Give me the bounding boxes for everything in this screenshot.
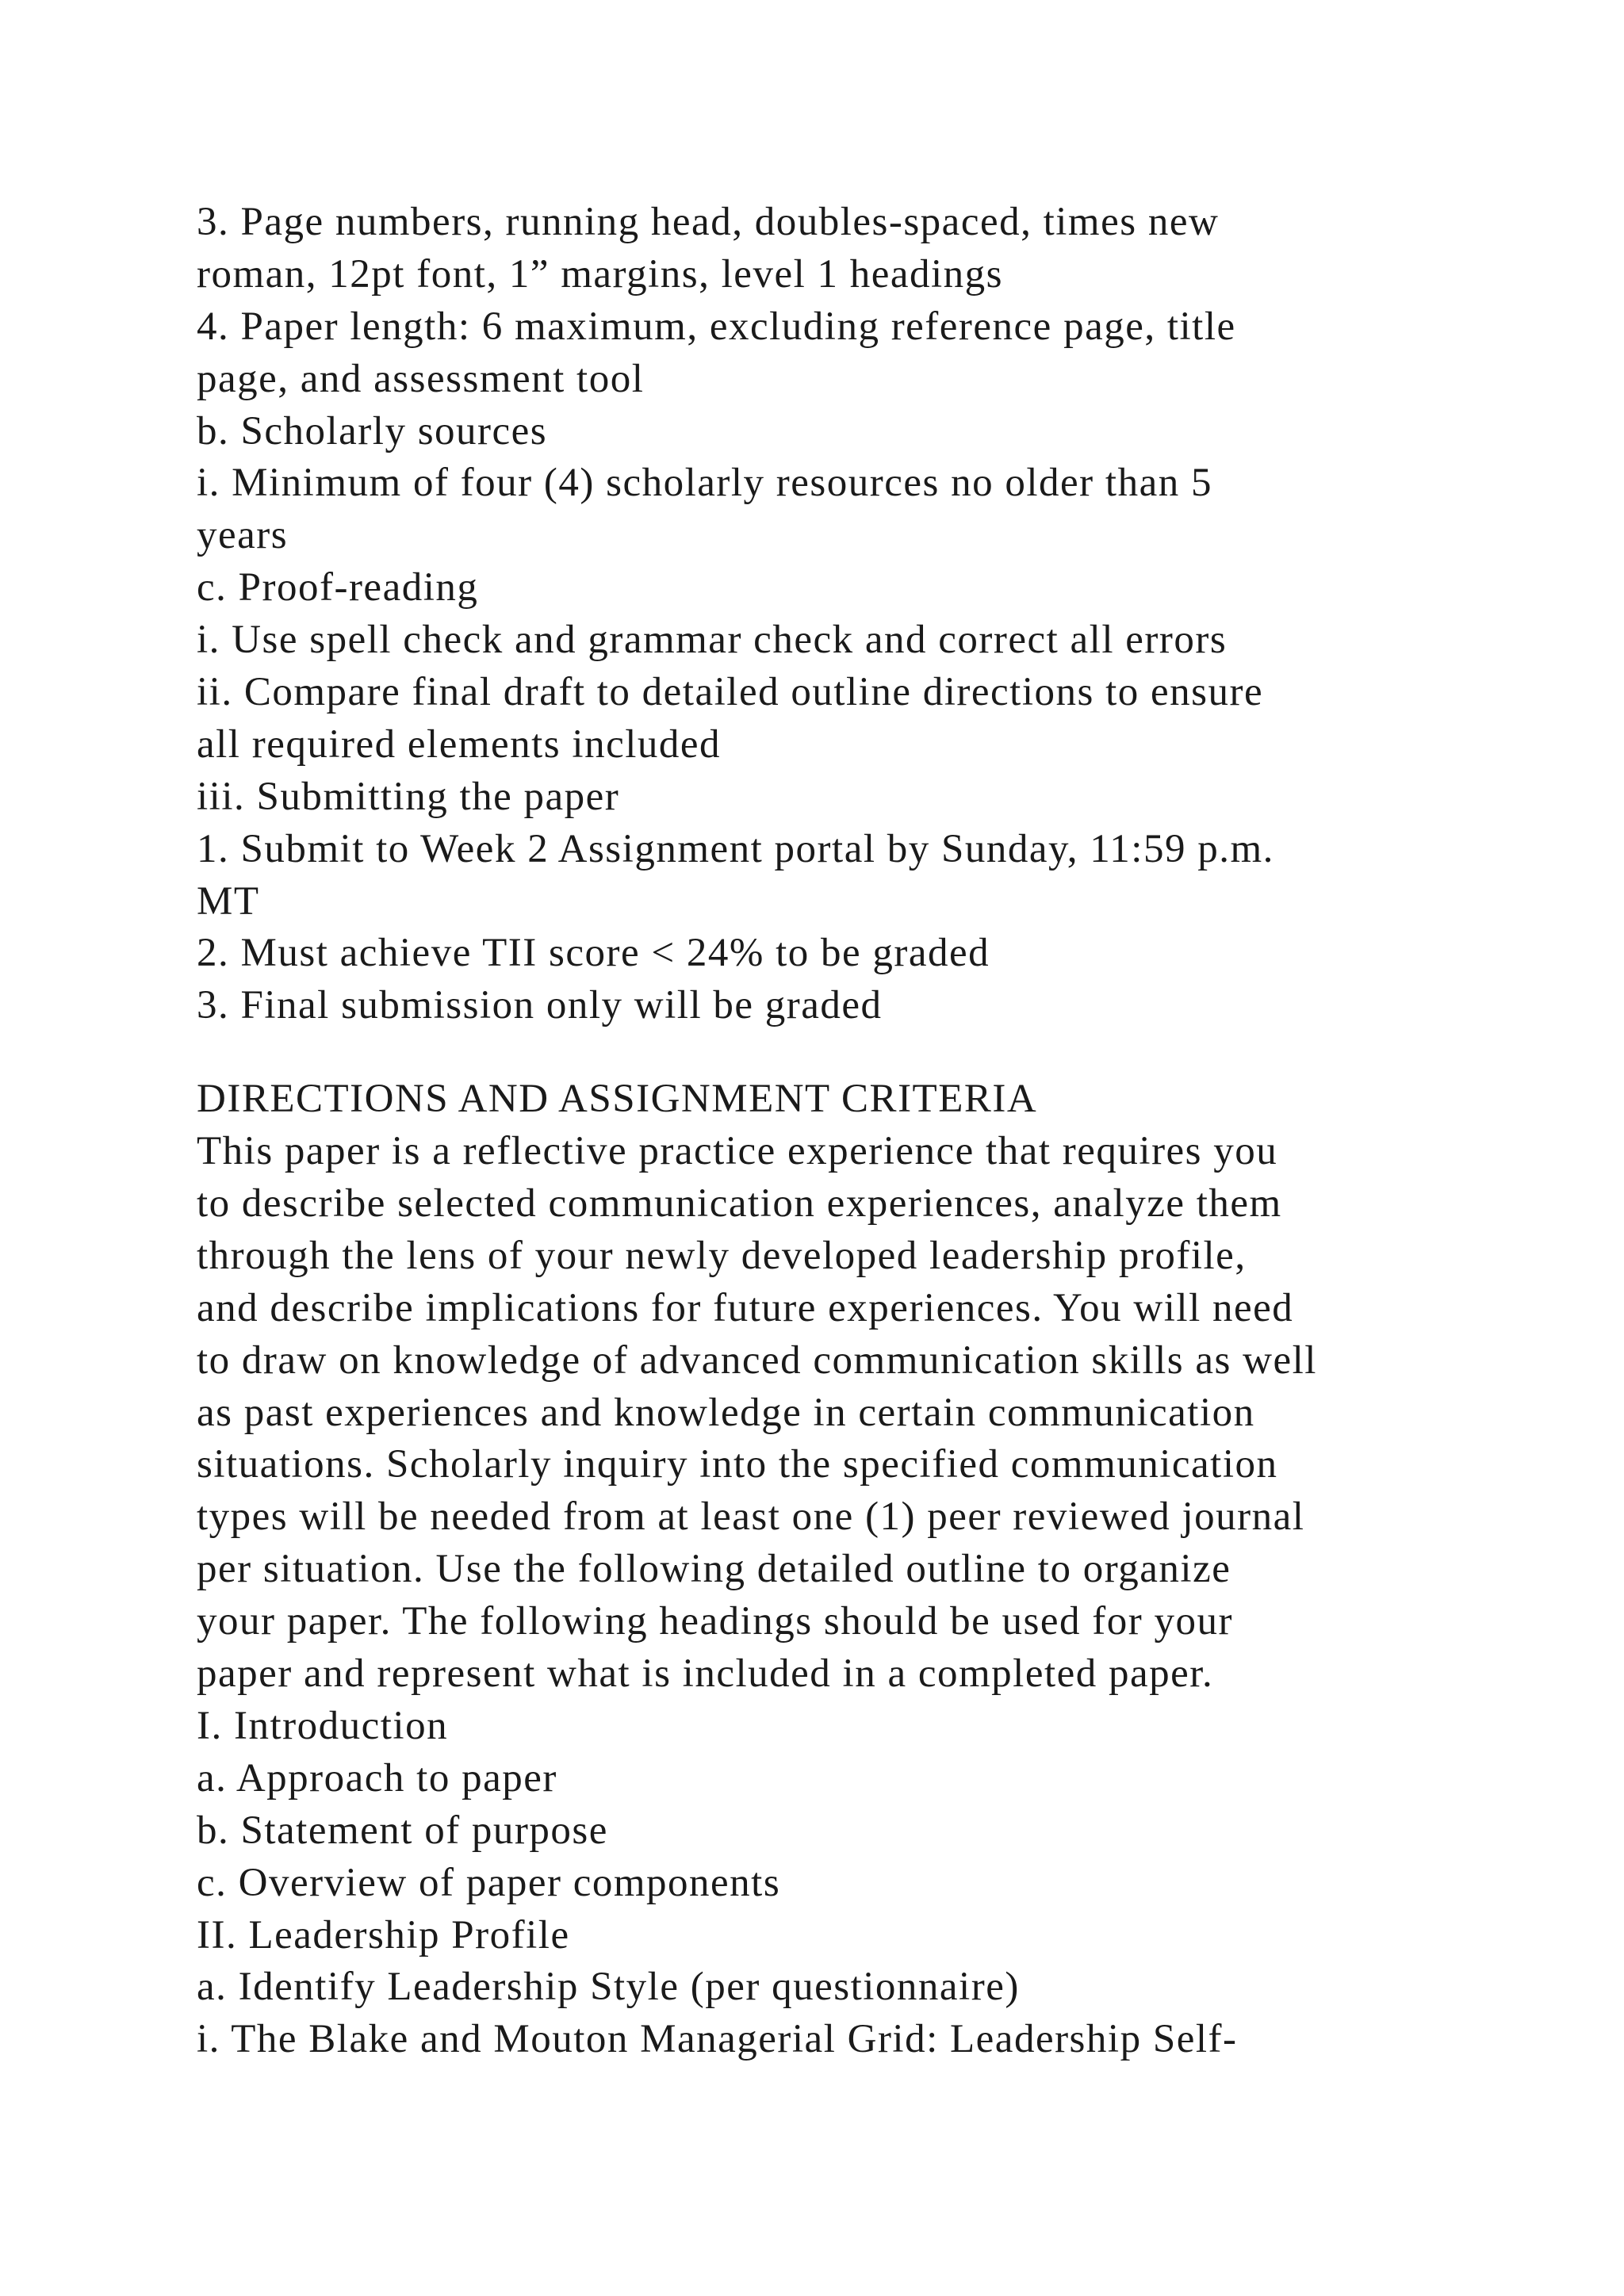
text-line: paper and represent what is included in a completed paper.	[197, 1651, 1214, 1697]
text-line: to draw on knowledge of advanced communication skills as well	[197, 1337, 1317, 1383]
paragraph-gap	[197, 1032, 1465, 1073]
text-line: 4. Paper length: 6 maximum, excluding reference page, title	[197, 304, 1236, 349]
text-line: i. Minimum of four (4) scholarly resources no older than 5	[197, 461, 1212, 506]
text-line: years	[197, 513, 289, 558]
text-line: 3. Final submission only will be graded	[197, 983, 883, 1028]
text-line: 2. Must achieve TII score < 24% to be graded	[197, 931, 990, 976]
text-line: a. Approach to paper	[197, 1755, 557, 1800]
text-line: all required elements included	[197, 721, 722, 767]
text-line: b. Scholarly sources	[197, 408, 548, 453]
text-line: types will be needed from at least one (1) peer reviewed journal	[197, 1494, 1305, 1540]
text-line: and describe implications for future experiences. You will need	[197, 1285, 1294, 1330]
text-line: situations. Scholarly inquiry into the specified communication	[197, 1442, 1278, 1487]
text-line: your paper. The following headings should be used for your	[197, 1599, 1233, 1644]
directions-block	[197, 1073, 1465, 2066]
outline-heading: I. Introduction	[197, 1703, 449, 1748]
text-line: c. Proof-reading	[197, 565, 479, 610]
text-line: MT	[197, 878, 260, 924]
text-line: c. Overview of paper components	[197, 1860, 781, 1905]
requirements-block	[197, 197, 1465, 1032]
text-line: 3. Page numbers, running head, doubles-spaced, times new	[197, 200, 1220, 244]
text-line: a. Identify Leadership Style (per questionnaire)	[197, 1965, 1020, 2010]
text-line: i. Use spell check and grammar check and correct all errors	[197, 618, 1228, 663]
outline-heading: II. Leadership Profile	[197, 1912, 570, 1957]
text-line: through the lens of your newly developed leadership profile,	[197, 1233, 1247, 1278]
document-page	[197, 197, 1465, 2066]
text-line: roman, 12pt font, 1” margins, level 1 headings	[197, 251, 1004, 297]
text-line: i. The Blake and Mouton Managerial Grid: Leadership Self-	[197, 2017, 1238, 2062]
text-line: 1. Submit to Week 2 Assignment portal by Sunday, 11:59 p.m.	[197, 826, 1274, 871]
text-line: to describe selected communication experiences, analyze them	[197, 1181, 1282, 1226]
text-line: page, and assessment tool	[197, 356, 645, 401]
text-line: ii. Compare final draft to detailed outline directions to ensure	[197, 670, 1264, 715]
section-heading: DIRECTIONS AND ASSIGNMENT CRITERIA	[197, 1077, 1038, 1122]
text-line: iii. Submitting the paper	[197, 774, 620, 819]
text-line: This paper is a reflective practice experience that requires you	[197, 1129, 1278, 1174]
text-line: per situation. Use the following detailed outline to organize	[197, 1547, 1231, 1592]
text-line: b. Statement of purpose	[197, 1808, 608, 1853]
text-line: as past experiences and knowledge in certain communication	[197, 1390, 1255, 1435]
